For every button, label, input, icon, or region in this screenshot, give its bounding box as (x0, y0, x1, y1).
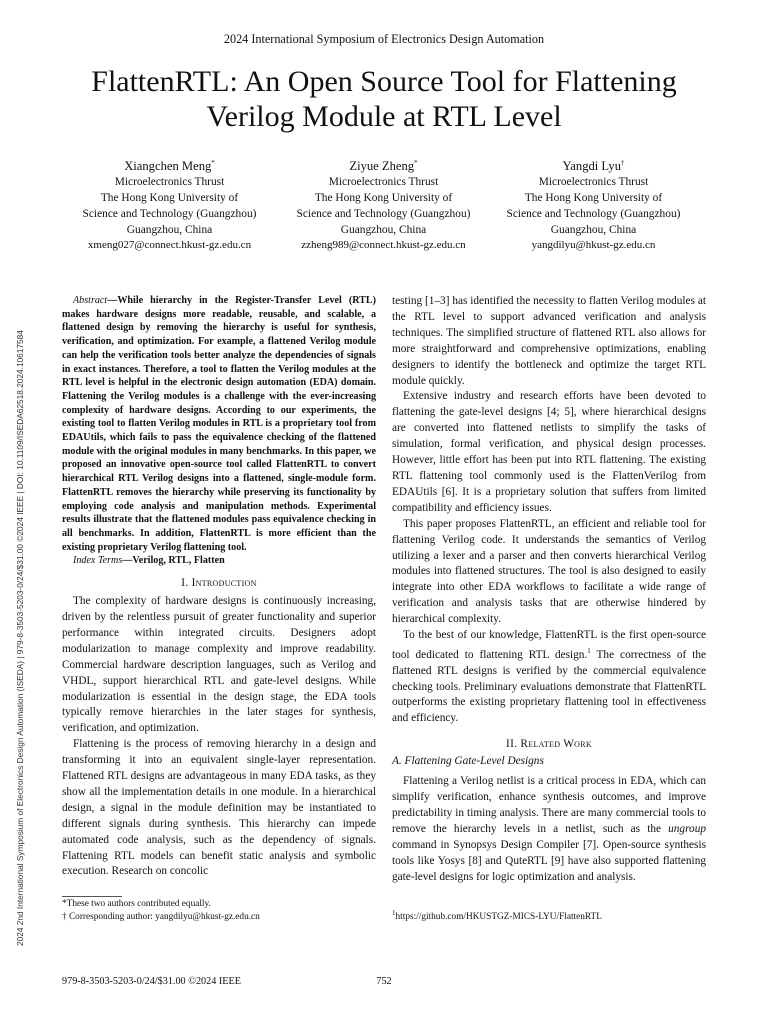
paragraph: Extensive industry and research efforts have been devoted to flattening the gate-level designs [4; 5], where hierarchical designs are converted into flattened netlists to simplify the tasks of simulation, formal verification, and physical design processes. However, little effort has been put into RTL flattening. The existing RTL flattening tool commonly used is the FlattenVerilog from EDAUtils [6]. It is a proprietary solution that suffers from limited compatibility and efficiency issues. (392, 390, 706, 514)
footnote-rule (62, 896, 122, 897)
author-city: Guangzhou, China (340, 223, 427, 236)
copyright-code: 979-8-3503-5203-0/24/$31.00 ©2024 IEEE (62, 976, 241, 987)
author-dept: Microelectronics Thrust (328, 176, 439, 189)
paragraph (392, 774, 706, 885)
paragraph: This paper proposes FlattenRTL, an efficient and reliable tool for flattening Verilog code. It understands the semantics of Verilog utilizing a lexer and a parser and then converts hierarchical Verilog modules into flattened structures. The tool is also designed to easily integrate into other EDA workflows to facilitate a wide range of verification and analysis tasks that are otherwise hindered by hierarchical complexity. (392, 517, 706, 626)
author-email: xmeng027@connect.hkust-gz.edu.cn (87, 239, 252, 252)
paragraph: Flattening is the process of removing hierarchy in a design and transforming it into an equivalent single-layer representation. Flattened RTL designs are advantageous in many EDA tasks, as they show all the implementation details in one module. In a hierarchical design, a signal in the module definition may be instantiated to different signals during synthesis. This hierarchy can impede automated code analysis, such as the dependency of signals. Flattening RTL models can benefit static analysis and symbolic execution. Research on concolic (62, 738, 376, 878)
title-line-2: Verilog Module at RTL Level (206, 100, 562, 133)
abstract-label: Abstract (73, 295, 108, 306)
author-mark: † (621, 159, 625, 167)
index-terms (62, 554, 376, 568)
footnotes (62, 898, 376, 923)
side-strip (13, 0, 27, 1024)
footnote-equal-contribution: *These two authors contributed equally. (62, 899, 211, 909)
paragraph: The complexity of hardware designs is continuously increasing, driven by the relentless pursuit of greater functionality and superior performance within integrated circuits. Designers adopt modularization to manage complexity and improve readability. Commercial hardware description languages, such as Verilog and VHDL, support hierarchical RTL and gate-level designs. While modularization is essential in the design stage, the EDA tools typically remove hierarchies in the later stages for synthesis, verification, and optimization. (62, 595, 376, 735)
author-inst: The Hong Kong University of (100, 191, 239, 204)
footnote-url (392, 907, 706, 924)
author-name: Xiangchen Meng (124, 159, 212, 174)
paper-title (60, 64, 708, 134)
abstract-text: —While hierarchy in the Register-Transfer Level (RTL) makes hardware designs more readable, reusable, and scalable, a flattened design by removing the hierarchy is useful for synthesis, verification, and optimization. For example, a flattened Verilog module can help the verification tools better analyze the dependencies of signals in exact instances. Therefore, a tool to flatten the Verilog modules at the RTL level is helpful in the electronic design automation (EDA) domain. Flattening the Verilog modules is a challenge with the ever-increasing complexity of hardware designs. According to our experiments, the existing tool to flatten Verilog modules in RTL is a proprietary tool from EDAUtils, which fails to pass the equivalence checking of the flattened module with the original modules in many benchmarks. In this paper, we proposed an innovative open-source tool called FlattenRTL to convert hierarchical RTL Verilog designs into a flattened, single-module form. FlattenRTL removes the hierarchy while preserving its functionality by employing code analysis and manipulation methods. Experimental results illustrate that the flattened modules pass equivalence checking in all benchmarks. In addition, FlattenRTL is more efficient than the existing proprietary Verilog flattening tool. (62, 295, 376, 553)
side-doi-text: 2024 2nd International Symposium of Electronics Design Automation (ISEDA) | 979-8-3503-5203-0/24/$31.00 ©2024 IEEE | DOI: 10.1109/ISEDA62518.2024.10617584 (15, 330, 25, 946)
footnote-mark: 1 (587, 646, 591, 655)
author-mark: * (414, 159, 418, 167)
author-3 (481, 155, 706, 254)
paragraph-text: command in Synopsys Design Compiler [7]. Open-source synthesis tools like Yosys [8] and QuteRTL [9] have also supported flattening gate-level designs for logic optimization and analysis. (392, 838, 706, 883)
author-inst: Science and Technology (Guangzhou) (506, 207, 681, 220)
footnote-corresponding-author: † Corresponding author: yangdilyu@hkust-gz.edu.cn (62, 911, 260, 922)
left-column (62, 294, 376, 880)
author-email: zzheng989@connect.hkust-gz.edu.cn (301, 239, 466, 252)
author-name: Yangdi Lyu (562, 159, 622, 174)
author-email: yangdilyu@hkust-gz.edu.cn (531, 239, 656, 252)
author-city: Guangzhou, China (550, 223, 637, 236)
paragraph-text: Flattening a Verilog netlist is a critical process in EDA, which can simplify verification, enhance synthesis outcomes, and improve predictability in timing analysis. There are many commercial tools to remove the hierarchy levels in a netlist, such as the (392, 775, 706, 835)
author-dept: Microelectronics Thrust (114, 176, 225, 189)
author-inst: Science and Technology (Guangzhou) (82, 207, 257, 220)
abstract (62, 294, 376, 554)
author-inst: The Hong Kong University of (524, 191, 663, 204)
footnote-mark: 1 (392, 909, 396, 917)
conference-header: 2024 International Symposium of Electronics Design Automation (223, 32, 545, 46)
author-mark: * (211, 159, 215, 167)
author-2 (271, 155, 496, 254)
author-inst: The Hong Kong University of (314, 191, 453, 204)
paragraph-text: To the best of our knowledge, FlattenRTL is the first open-source tool dedicated to flattening RTL design. (392, 629, 706, 661)
right-column (392, 294, 706, 886)
command-name: ungroup (668, 822, 706, 835)
paragraph-text: The correctness of the flattened RTL designs is verified by the commercial equivalence checking tools. Preliminary evaluations demonstrate that FlattenRTL outperforms the existing proprietary flattening tool in effectiveness and efficiency. (392, 648, 706, 725)
title-line-1: FlattenRTL: An Open Source Tool for Flattening (91, 65, 677, 98)
author-name: Ziyue Zheng (349, 159, 415, 174)
author-inst: Science and Technology (Guangzhou) (296, 207, 471, 220)
index-terms-text: —Verilog, RTL, Flatten (122, 555, 225, 567)
paragraph: testing [1–3] has identified the necessity to flatten Verilog modules at the RTL level to support advanced verification and analysis techniques. The simplified structure of flattened RTL also allows for more straightforward and comprehensive optimizations, enabling designers to identify the bottleneck and optimize the target RTL module quickly. (392, 295, 706, 387)
footnote-url-text: https://github.com/HKUSTGZ-MICS-LYU/FlattenRTL (395, 912, 602, 923)
index-terms-label: Index Terms (73, 555, 123, 567)
subsection-heading: A. Flattening Gate-Level Designs (392, 755, 544, 768)
author-city: Guangzhou, China (126, 223, 213, 236)
section-heading-introduction: I. Introduction (181, 577, 257, 590)
paragraph (392, 628, 706, 727)
section-heading-related-work: II. Related Work (506, 738, 592, 751)
author-1 (57, 155, 282, 254)
author-dept: Microelectronics Thrust (538, 176, 649, 189)
page-number: 752 (376, 976, 392, 987)
